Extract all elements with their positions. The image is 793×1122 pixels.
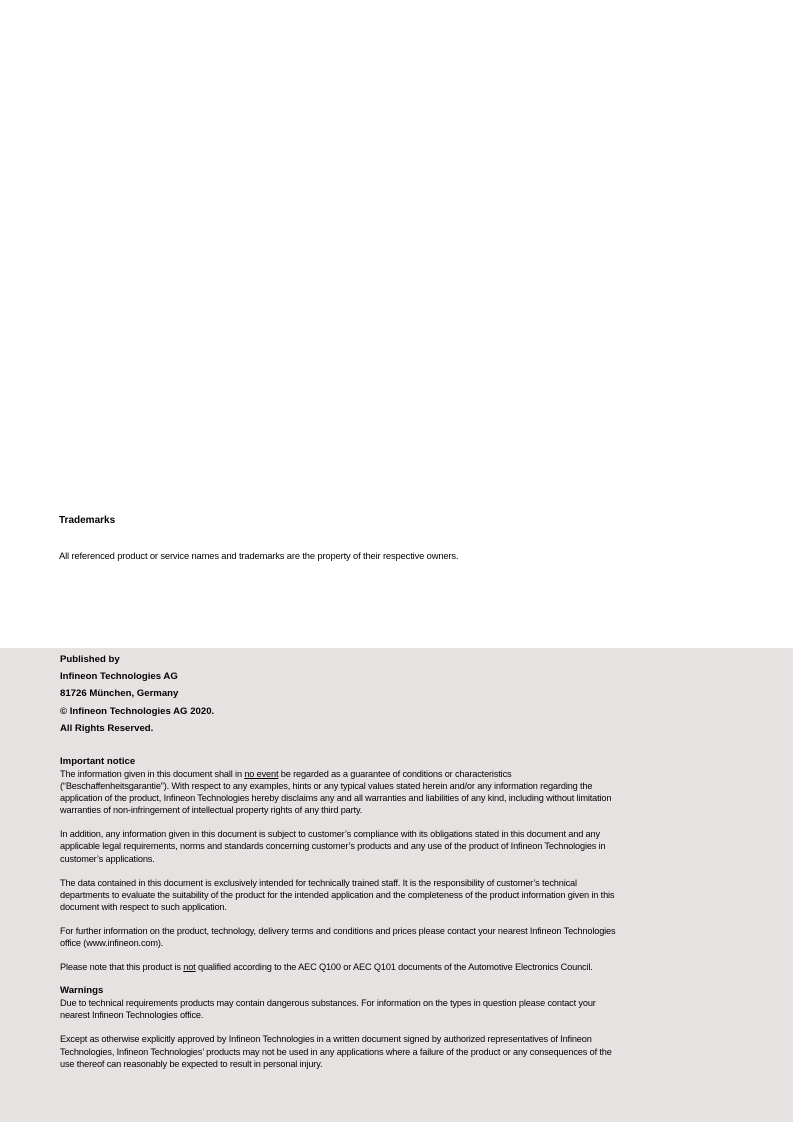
- trademarks-section: [59, 514, 739, 562]
- rights-line: All Rights Reserved.: [60, 722, 154, 734]
- publisher-name: Infineon Technologies AG: [60, 671, 178, 683]
- notice-paragraph-3: The data contained in this document is exclusively intended for technically trained staff. It is the responsibility of customer’s technical departments to evaluate the suitability of the product for the intended application and the completeness of the product information given in this document with respect to such application.: [60, 877, 615, 912]
- notice-paragraph-1: The information given in this document shall in no event be regarded as a guarantee of conditions or characteristics (“Beschaffenheitsgarantie”). With respect to any examples, hints or any typical values stated herein and/or any information regarding the application of the product, Infineon Technologies hereby disclaims any and all warranties and liabilities of any kind, including without limitation warranties of non-infringement of intellectual property rights of any third party.: [60, 769, 612, 816]
- publisher-address: 81726 München, Germany: [60, 688, 179, 700]
- warnings-title: Warnings: [60, 985, 104, 997]
- notice-paragraph-4: For further information on the product, technology, delivery terms and conditions and prices please contact your nearest Infineon Technologies office (www.infineon.com).: [60, 925, 616, 949]
- important-notice-title: Important notice: [60, 756, 136, 767]
- published-by-line: Published by: [60, 654, 120, 665]
- notice-paragraph-2: In addition, any information given in this document is subject to customer’s compliance with its obligations stated in this document and any applicable legal requirements, norms and standards concerning customer’s products and any use of the product of Infineon Technologies in customer’s applications.: [60, 829, 606, 864]
- not-emphasis: not: [183, 962, 196, 973]
- legal-notice-block: [60, 756, 620, 1082]
- warnings-paragraph-2: Except as otherwise explicitly approved by Infineon Technologies in a written document signed by authorized representatives of Infineon Technologies, Infineon Technologies’ products may not be used in any applications where a failure of the product or any consequences of the use thereof can reasonably be expected to result in personal injury.: [60, 1034, 612, 1069]
- warnings-paragraph-1: Due to technical requirements products may contain dangerous substances. For information on the types in question please contact your nearest Infineon Technologies office.: [60, 998, 596, 1021]
- trademarks-title: Trademarks: [59, 515, 116, 526]
- notice-paragraph-5: Please note that this product is not qualified according to the AEC Q100 or AEC Q101 documents of the Automotive Electronics Council.: [60, 962, 593, 973]
- publisher-block: [60, 651, 700, 737]
- copyright-line: © Infineon Technologies AG 2020.: [60, 705, 215, 717]
- trademarks-text: All referenced product or service names and trademarks are the property of their respective owners.: [59, 550, 459, 561]
- no-event-emphasis: no event: [244, 769, 279, 779]
